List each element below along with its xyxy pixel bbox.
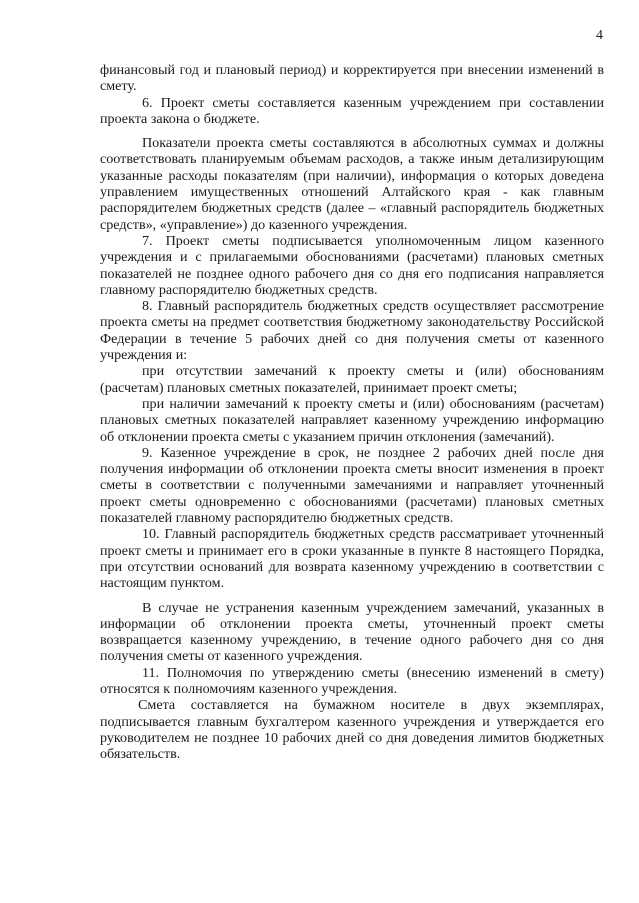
paragraph-continuation: финансовый год и плановый период) и корректируется при внесении изменений в смету. (100, 62, 604, 95)
paragraph-item-6: 6. Проект сметы составляется казенным учреждением при составлении проекта закона о бюджете. (100, 94, 604, 127)
paragraph-with-remarks: при наличии замечаний к проекту сметы и (или) обоснованиям (расчетам) плановых сметных показателей направляет казенному учреждению информацию об отклонении проекта сметы с указанием причин отклонения (замечаний). (100, 395, 604, 445)
page-number: 4 (596, 28, 603, 43)
paragraph-paper-copies: Смета составляется на бумажном носителе в двух экземплярах, подписывается главным бухгалтером казенного учреждения и утверждается его руководителем не позднее 10 рабочих дней со дня доведения лимитов бюджетных обязательств. (100, 697, 604, 763)
paragraph-item-8: 8. Главный распорядитель бюджетных средств осуществляет рассмотрение проекта сметы на предмет соответствия бюджетному законодательству Российской Федерации в течение 5 рабочих дней со дня получения сметы от казенного учреждения и: (100, 298, 604, 364)
paragraph-item-9: 9. Казенное учреждение в срок, не позднее 2 рабочих дней после дня получения информации об отклонении проекта сметы вносит изменения в проект сметы в соответствии с полученными замечаниями и направляет уточненный проект сметы одновременно с обоснованиями (расчетами) плановых сметных показателей главному распорядителю бюджетных средств. (100, 444, 604, 527)
paragraph-not-eliminated: В случае не устранения казенным учреждением замечаний, указанных в информации об отклонении проекта сметы, уточненный проект сметы возвращается казенному учреждению, в течение одного рабочего дня со дня получения сметы от казенного учреждения. (100, 599, 604, 665)
paragraph-no-remarks: при отсутствии замечаний к проекту сметы и (или) обоснованиям (расчетам) плановых сметных показателей, принимает проект сметы; (100, 363, 604, 396)
paragraph-item-10: 10. Главный распорядитель бюджетных средств рассматривает уточненный проект сметы и принимает его в сроки указанные в пункте 8 настоящего Порядка, при отсутствии оснований для возврата казенному учреждению в соответствии с настоящим пунктом. (100, 526, 604, 592)
paragraph-item-11: 11. Полномочия по утверждению сметы (внесению изменений в смету) относятся к полномочиям казенного учреждения. (100, 664, 604, 697)
paragraph-item-7: 7. Проект сметы подписывается уполномоченным лицом казенного учреждения и с прилагаемыми обоснованиями (расчетами) плановых сметных показателей не позднее одного рабочего дня со дня его подписания направляется главному распорядителю бюджетных средств. (100, 232, 604, 298)
paragraph-indicators: Показатели проекта сметы составляются в абсолютных суммах и должны соответствовать планируемым объемам расходов, а также иным детализирующим указанные расходы показателям (при наличии), информация о которых доведена управлением имущественных отношений Алтайского края - как главным распорядителем бюджетных средств (далее – «главный распорядитель бюджетных средств», «управление») до казенного учреждения. (100, 135, 604, 233)
document-body (100, 62, 604, 762)
